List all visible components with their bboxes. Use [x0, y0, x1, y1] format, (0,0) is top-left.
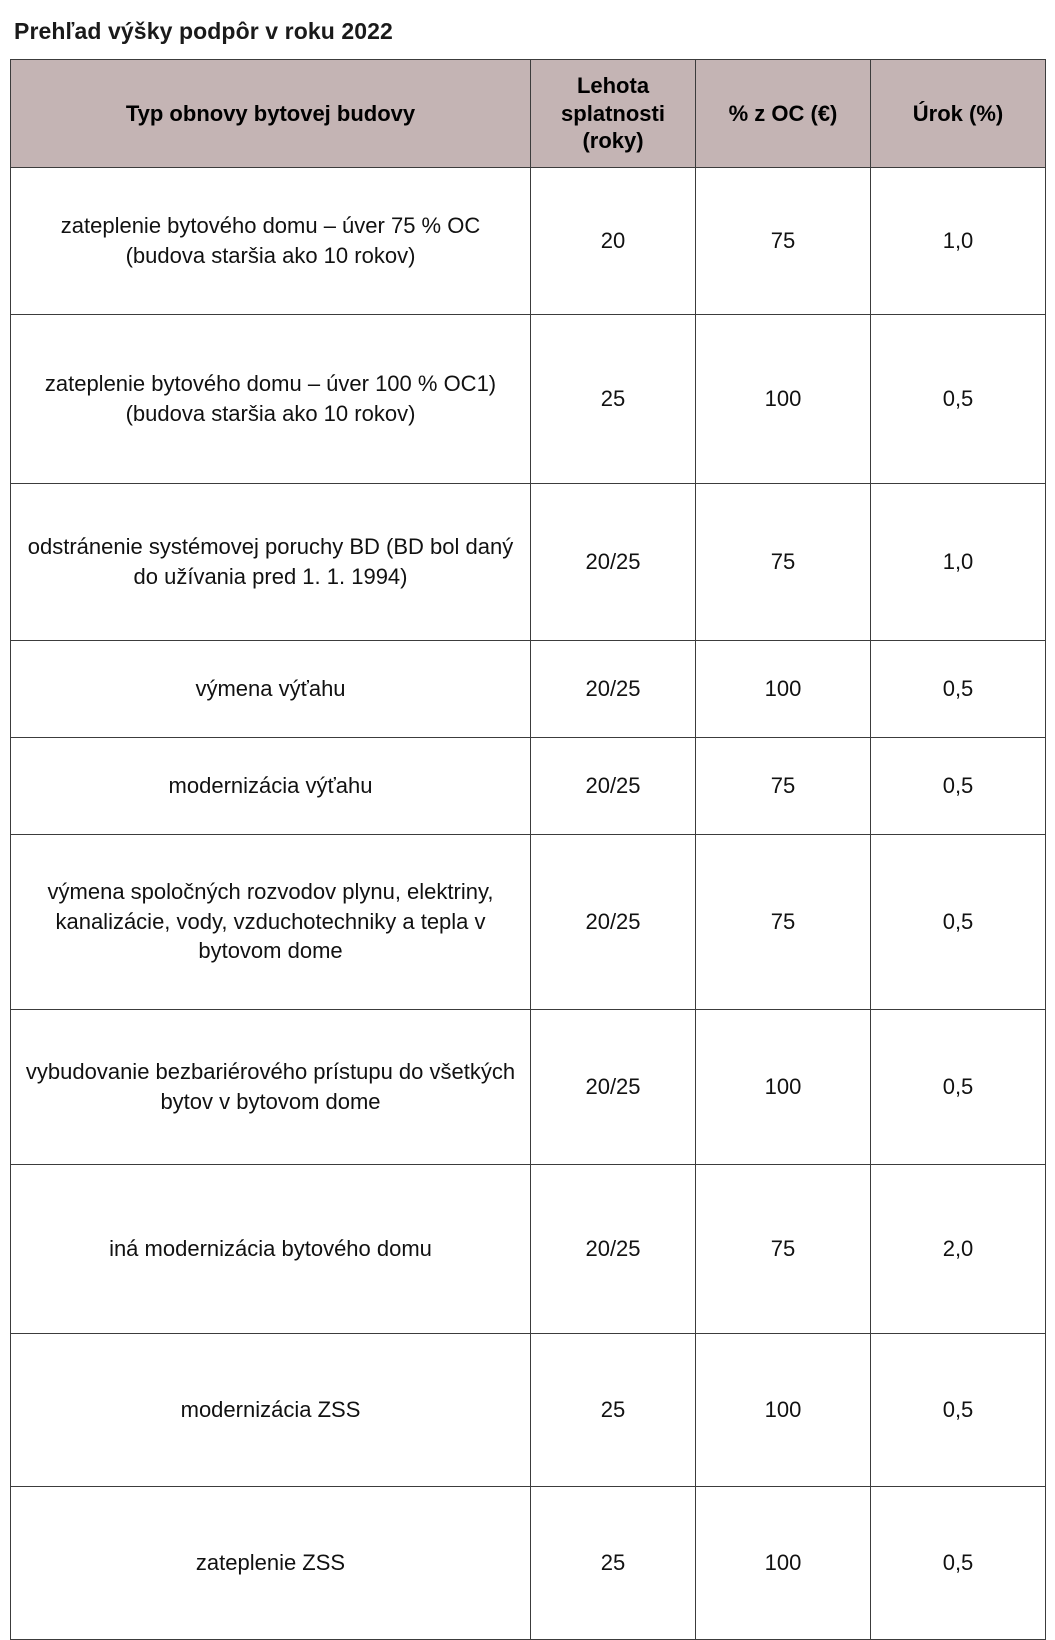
table-row	[11, 640, 1046, 737]
cell-percent-oc: 100	[696, 640, 871, 737]
cell-interest: 0,5	[871, 834, 1046, 1009]
table-row	[11, 483, 1046, 640]
cell-maturity: 20/25	[531, 1164, 696, 1333]
table-row	[11, 737, 1046, 834]
cell-maturity: 20	[531, 167, 696, 314]
table-row	[11, 834, 1046, 1009]
document-page	[0, 18, 1055, 1640]
column-header-interest: Úrok (%)	[871, 60, 1046, 168]
table-row	[11, 167, 1046, 314]
cell-percent-oc: 75	[696, 1164, 871, 1333]
table-row	[11, 1333, 1046, 1486]
cell-percent-oc: 100	[696, 314, 871, 483]
cell-interest: 0,5	[871, 640, 1046, 737]
cell-percent-oc: 75	[696, 737, 871, 834]
cell-type: zateplenie bytového domu – úver 75 % OC (budova staršia ako 10 rokov)	[11, 167, 531, 314]
column-header-type: Typ obnovy bytovej budovy	[11, 60, 531, 168]
cell-type: zateplenie ZSS	[11, 1486, 531, 1639]
page-title: Prehľad výšky podpôr v roku 2022	[14, 18, 393, 44]
cell-maturity: 20/25	[531, 483, 696, 640]
cell-maturity: 20/25	[531, 737, 696, 834]
cell-type: modernizácia výťahu	[11, 737, 531, 834]
table-header-row	[11, 60, 1046, 168]
cell-percent-oc: 100	[696, 1333, 871, 1486]
cell-type: výmena výťahu	[11, 640, 531, 737]
cell-maturity: 25	[531, 1333, 696, 1486]
cell-maturity: 20/25	[531, 640, 696, 737]
cell-type: zateplenie bytového domu – úver 100 % OC1) (budova staršia ako 10 rokov)	[11, 314, 531, 483]
cell-type: vybudovanie bezbariérového prístupu do všetkých bytov v bytovom dome	[11, 1009, 531, 1164]
table-row	[11, 314, 1046, 483]
support-overview-table	[10, 59, 1046, 1640]
cell-maturity: 20/25	[531, 1009, 696, 1164]
cell-interest: 1,0	[871, 483, 1046, 640]
cell-interest: 0,5	[871, 1333, 1046, 1486]
cell-percent-oc: 100	[696, 1486, 871, 1639]
cell-percent-oc: 75	[696, 834, 871, 1009]
cell-maturity: 25	[531, 314, 696, 483]
cell-interest: 1,0	[871, 167, 1046, 314]
column-header-maturity: Lehota splatnosti (roky)	[531, 60, 696, 168]
cell-maturity: 25	[531, 1486, 696, 1639]
cell-interest: 0,5	[871, 1009, 1046, 1164]
table-row	[11, 1164, 1046, 1333]
table-row	[11, 1486, 1046, 1639]
cell-type: výmena spoločných rozvodov plynu, elektriny, kanalizácie, vody, vzduchotechniky a tepla v bytovom dome	[11, 834, 531, 1009]
cell-type: iná modernizácia bytového domu	[11, 1164, 531, 1333]
cell-percent-oc: 75	[696, 483, 871, 640]
cell-maturity: 20/25	[531, 834, 696, 1009]
cell-interest: 0,5	[871, 737, 1046, 834]
cell-interest: 2,0	[871, 1164, 1046, 1333]
table-row	[11, 1009, 1046, 1164]
cell-interest: 0,5	[871, 314, 1046, 483]
column-header-percent-oc: % z OC (€)	[696, 60, 871, 168]
cell-percent-oc: 75	[696, 167, 871, 314]
cell-percent-oc: 100	[696, 1009, 871, 1164]
cell-interest: 0,5	[871, 1486, 1046, 1639]
cell-type: odstránenie systémovej poruchy BD (BD bol daný do užívania pred 1. 1. 1994)	[11, 483, 531, 640]
cell-type: modernizácia ZSS	[11, 1333, 531, 1486]
